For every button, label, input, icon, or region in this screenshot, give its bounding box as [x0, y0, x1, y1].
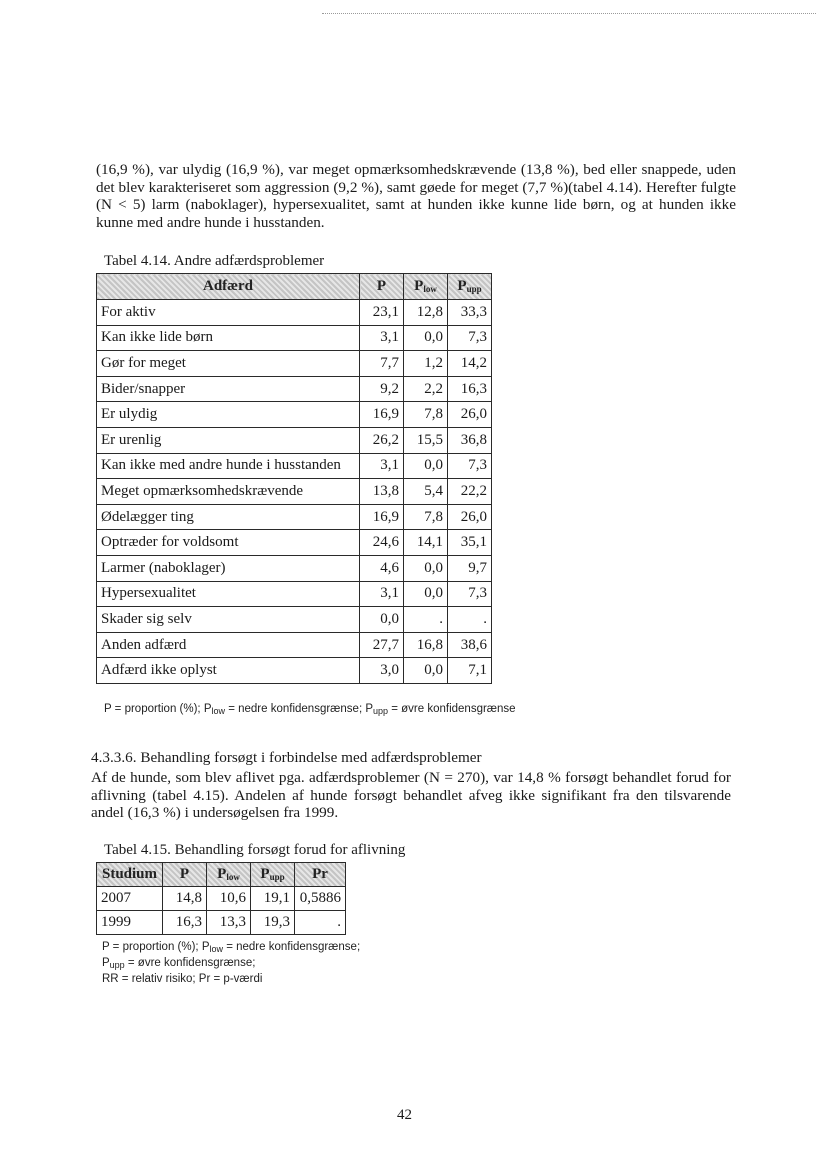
pr-cell: 0,5886 [295, 887, 346, 911]
behavior-cell: Gør for meget [97, 351, 360, 377]
behavior-cell: Kan ikke lide børn [97, 325, 360, 351]
table-row [97, 402, 492, 428]
header-p: P [163, 863, 207, 887]
p-upp-cell: . [448, 607, 492, 633]
table-row [97, 658, 492, 684]
p-low-cell: 13,3 [207, 911, 251, 935]
p-upp-cell: 19,3 [251, 911, 295, 935]
p-low-cell: 14,1 [404, 530, 448, 556]
p-low-cell: 1,2 [404, 351, 448, 377]
p-upp-cell: 36,8 [448, 427, 492, 453]
header-p-upp: $P_{upp}$ [448, 274, 492, 300]
behavior-cell: For aktiv [97, 300, 360, 326]
table-row [97, 325, 492, 351]
pr-cell: . [295, 911, 346, 935]
scan-artifact-line [322, 13, 816, 14]
behavior-cell: Optræder for voldsomt [97, 530, 360, 556]
note-line-2: $P_{upp}$ = øvre konfidensgrænse; [102, 957, 256, 970]
p-cell: 27,7 [360, 632, 404, 658]
p-upp-cell: 16,3 [448, 376, 492, 402]
p-upp-cell: 7,3 [448, 325, 492, 351]
p-cell: 0,0 [360, 607, 404, 633]
p-upp-cell: 35,1 [448, 530, 492, 556]
p-cell: 3,1 [360, 325, 404, 351]
p-cell: 13,8 [360, 479, 404, 505]
header-pr: Pr [295, 863, 346, 887]
behavior-cell: Bider/snapper [97, 376, 360, 402]
table-row [97, 479, 492, 505]
p-low-cell: 16,8 [404, 632, 448, 658]
p-low-cell: 15,5 [404, 427, 448, 453]
p-cell: 3,1 [360, 453, 404, 479]
behavior-cell: Larmer (naboklager) [97, 555, 360, 581]
table-row [97, 453, 492, 479]
p-upp-cell: 26,0 [448, 402, 492, 428]
table-row [97, 581, 492, 607]
header-p-low: $P_{low}$ [404, 274, 448, 300]
section-heading: 4.3.3.6. Behandling forsøgt i forbindelse med adfærdsproblemer [91, 749, 482, 766]
p-low-cell: 0,0 [404, 658, 448, 684]
table-4-15-note [102, 940, 360, 986]
p-cell: 7,7 [360, 351, 404, 377]
paragraph-2: Af de hunde, som blev aflivet pga. adfærdsproblemer (N = 270), var 14,8 % forsøgt behandlet forud for aflivning (tabel 4.15). Andelen af hunde forsøgt behandlet afveg ikke signifikant fra den tilsvarende andel (16,3 %) i undersøgelsen fra 1999. [91, 769, 731, 821]
p-low-cell: 7,8 [404, 504, 448, 530]
behavior-cell: Anden adfærd [97, 632, 360, 658]
p-upp-cell: 7,1 [448, 658, 492, 684]
table-row [97, 427, 492, 453]
p-cell: 16,3 [163, 911, 207, 935]
p-low-cell: 0,0 [404, 555, 448, 581]
p-low-cell: . [404, 607, 448, 633]
p-cell: 3,0 [360, 658, 404, 684]
behavior-cell: Adfærd ikke oplyst [97, 658, 360, 684]
p-low-cell: 10,6 [207, 887, 251, 911]
behavior-cell: Skader sig selv [97, 607, 360, 633]
table-row [97, 607, 492, 633]
table-row [97, 632, 492, 658]
p-cell: 9,2 [360, 376, 404, 402]
p-low-cell: 2,2 [404, 376, 448, 402]
table-4-14-caption: Tabel 4.14. Andre adfærdsproblemer [104, 253, 325, 269]
table-row [97, 300, 492, 326]
behavior-cell: Er ulydig [97, 402, 360, 428]
table-row [97, 530, 492, 556]
study-cell: 1999 [97, 911, 163, 935]
page-number: 42 [397, 1107, 412, 1123]
p-upp-cell: 9,7 [448, 555, 492, 581]
p-cell: 16,9 [360, 504, 404, 530]
behavior-cell: Ødelægger ting [97, 504, 360, 530]
p-cell: 24,6 [360, 530, 404, 556]
p-low-cell: 0,0 [404, 581, 448, 607]
p-upp-cell: 22,2 [448, 479, 492, 505]
table-row [97, 555, 492, 581]
p-cell: 3,1 [360, 581, 404, 607]
p-low-cell: 0,0 [404, 325, 448, 351]
behavior-cell: Kan ikke med andre hunde i husstanden [97, 453, 360, 479]
table-header-row [97, 274, 492, 300]
p-cell: 14,8 [163, 887, 207, 911]
behavior-cell: Er urenlig [97, 427, 360, 453]
table-row [97, 376, 492, 402]
p-low-cell: 12,8 [404, 300, 448, 326]
p-cell: 16,9 [360, 402, 404, 428]
p-upp-cell: 38,6 [448, 632, 492, 658]
table-row [97, 504, 492, 530]
p-cell: 23,1 [360, 300, 404, 326]
table-row [97, 887, 346, 911]
table-4-15-caption: Tabel 4.15. Behandling forsøgt forud for aflivning [104, 842, 406, 858]
table-header-row [97, 863, 346, 887]
table-4-15 [96, 862, 346, 935]
p-upp-cell: 7,3 [448, 453, 492, 479]
header-study: Studium [97, 863, 163, 887]
p-cell: 26,2 [360, 427, 404, 453]
note-line-3: RR = relativ risiko; Pr = p-værdi [102, 973, 263, 985]
paragraph-1: (16,9 %), var ulydig (16,9 %), var meget opmærksomhedskrævende (13,8 %), bed eller snappede, uden det blev karakteriseret som aggression (9,2 %), samt gøede for meget (7,7 %)(tabel 4.14). Herefter fulgte (N < 5) larm (naboklager), hypersexualitet, samt at hunden ikke kunne lide børn, og at hunden ikke kunne med andre hunde i husstanden. [96, 161, 736, 231]
table-row [97, 351, 492, 377]
p-cell: 4,6 [360, 555, 404, 581]
behavior-cell: Meget opmærksomhedskrævende [97, 479, 360, 505]
study-cell: 2007 [97, 887, 163, 911]
p-upp-cell: 26,0 [448, 504, 492, 530]
table-4-14-note: P = proportion (%); $P_{low}$ = nedre konfidensgrænse; $P_{upp}$ = øvre konfidensgrænse [104, 703, 516, 716]
p-low-cell: 0,0 [404, 453, 448, 479]
note-line-1: P = proportion (%); $P_{low}$ = nedre konfidensgrænse; [102, 941, 361, 954]
p-upp-cell: 7,3 [448, 581, 492, 607]
table-row [97, 911, 346, 935]
behavior-cell: Hypersexualitet [97, 581, 360, 607]
header-p-low: $P_{low}$ [207, 863, 251, 887]
header-p: P [360, 274, 404, 300]
p-low-cell: 7,8 [404, 402, 448, 428]
table-4-14 [96, 273, 492, 684]
p-upp-cell: 19,1 [251, 887, 295, 911]
header-p-upp: $P_{upp}$ [251, 863, 295, 887]
p-low-cell: 5,4 [404, 479, 448, 505]
p-upp-cell: 14,2 [448, 351, 492, 377]
p-upp-cell: 33,3 [448, 300, 492, 326]
header-behavior: Adfærd [97, 274, 360, 300]
